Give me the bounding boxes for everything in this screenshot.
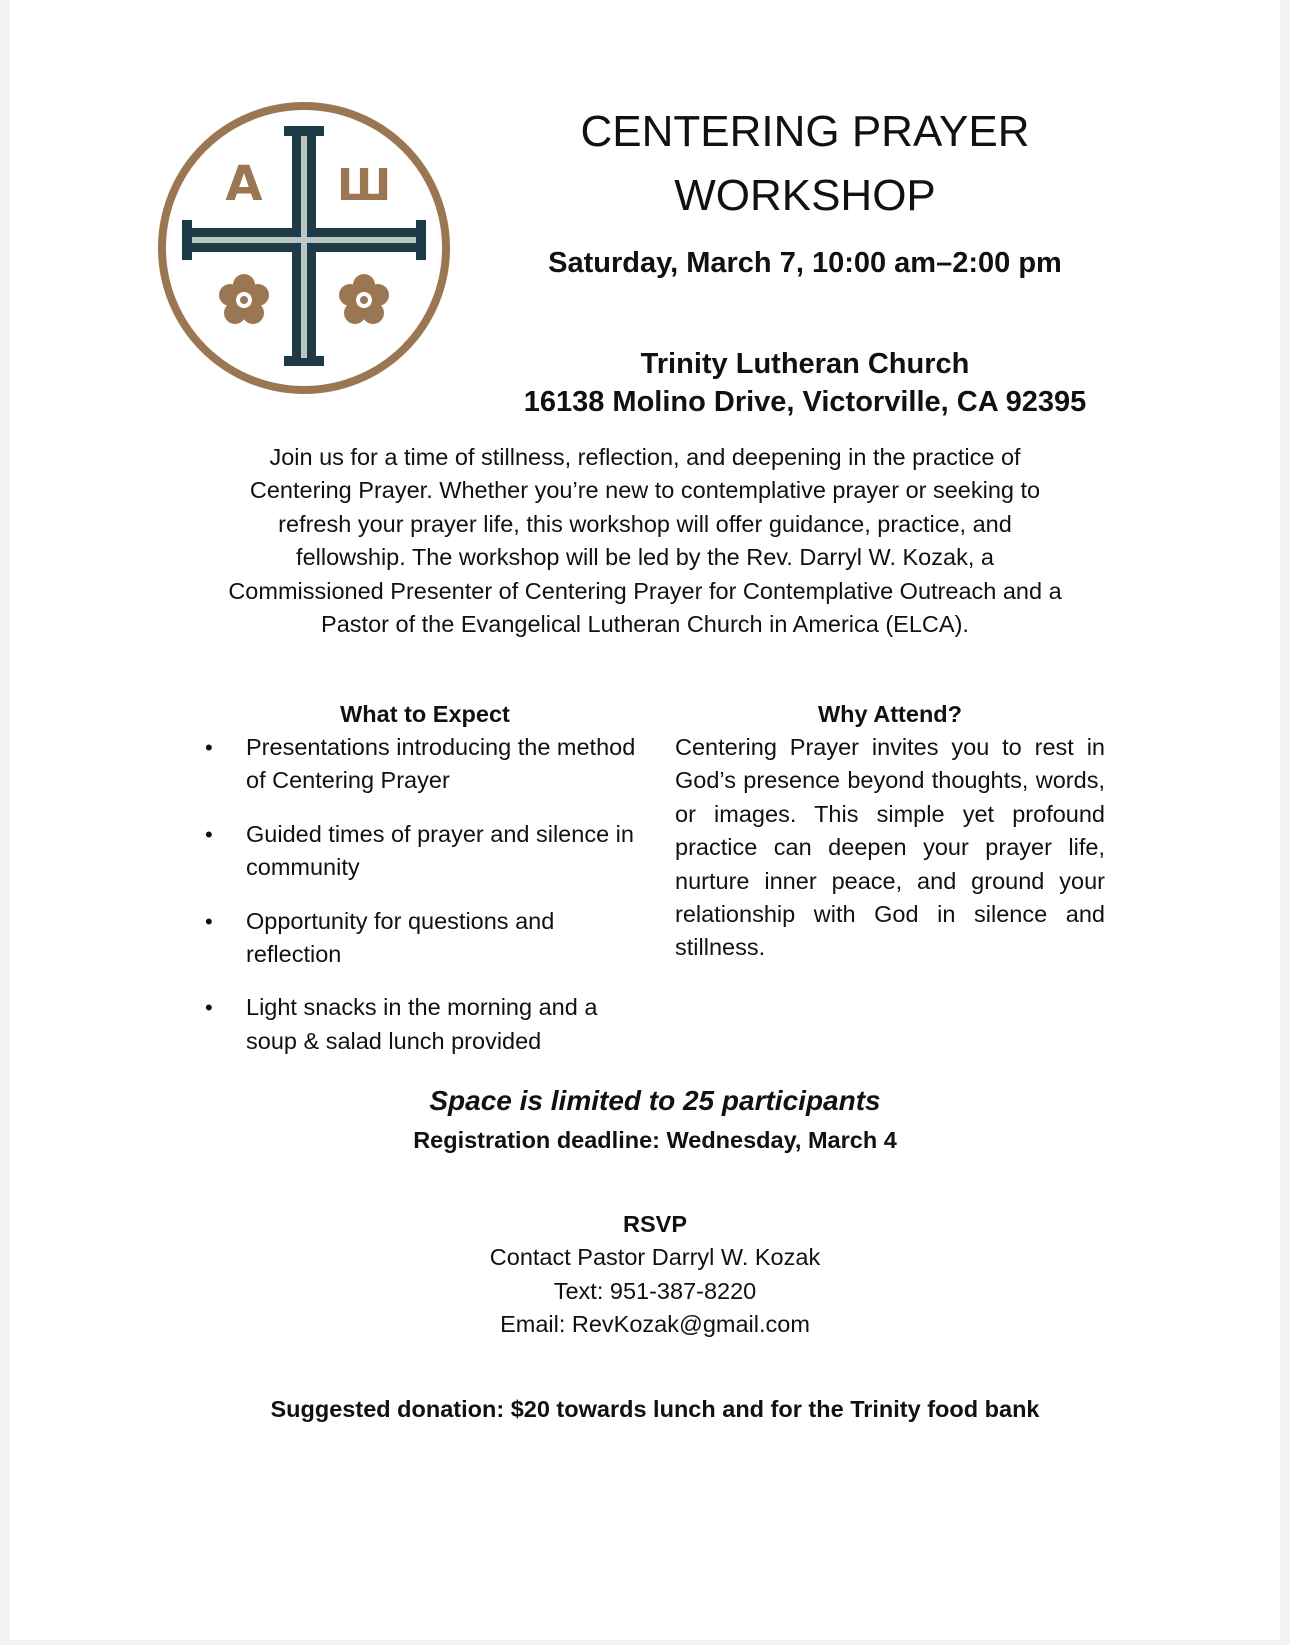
rsvp-contact: Contact Pastor Darryl W. Kozak	[489, 1244, 821, 1271]
list-item	[200, 818, 650, 885]
why-attend-heading: Why Attend?	[817, 701, 963, 727]
cross-logo	[158, 100, 474, 416]
title-line-1: CENTERING PRAYER	[580, 107, 1030, 156]
intro-line: Centering Prayer. Whether you’re new to contemplative prayer or seeking to	[249, 477, 1041, 504]
omega-letter: Ш	[336, 160, 392, 211]
bullet-icon: •	[205, 821, 213, 847]
bullet-icon: •	[205, 995, 213, 1021]
suggested-donation: Suggested donation: $20 towards lunch and for the Trinity food bank	[270, 1396, 1040, 1422]
venue-name: Trinity Lutheran Church	[640, 348, 970, 380]
list-item-text: Light snacks in the morning and a soup & salad lunch provided	[246, 994, 598, 1054]
list-item	[200, 991, 650, 1058]
flower-right-icon	[339, 274, 389, 324]
why-attend-section	[675, 698, 1105, 965]
intro-line: fellowship. The workshop will be led by the Rev. Darryl W. Kozak, a	[296, 544, 994, 571]
list-item	[200, 731, 650, 798]
rsvp-text-number: Text: 951-387-8220	[553, 1277, 757, 1304]
registration-deadline: Registration deadline: Wednesday, March 4	[413, 1127, 897, 1153]
what-to-expect-section	[200, 698, 650, 1078]
intro-line: refresh your prayer life, this workshop will offer guidance, practice, and	[278, 510, 1012, 537]
bullet-icon: •	[205, 908, 213, 934]
expect-list	[200, 731, 650, 1058]
intro-line: Pastor of the Evangelical Lutheran Church in America (ELCA).	[321, 611, 969, 638]
venue	[500, 345, 1110, 421]
rsvp-title: RSVP	[623, 1211, 687, 1237]
alpha-letter: A	[225, 156, 263, 212]
bullet-icon: •	[205, 735, 213, 760]
list-item-text: Guided times of prayer and silence in community	[246, 820, 634, 881]
page-title	[520, 100, 1090, 228]
flower-left-icon	[219, 274, 269, 324]
rsvp-email: Email: RevKozak@gmail.com	[500, 1311, 810, 1338]
capacity-notice: Space is limited to 25 participants	[429, 1085, 881, 1116]
list-item	[200, 905, 650, 972]
list-item-text: Presentations introducing the method of Centering Prayer	[246, 734, 636, 794]
venue-address: 16138 Molino Drive, Victorville, CA 92395	[523, 386, 1087, 418]
flyer-page	[10, 0, 1280, 1640]
event-date: Saturday, March 7, 10:00 am–2:00 pm	[548, 247, 1062, 279]
rsvp-section	[210, 1208, 1100, 1342]
why-attend-text: Centering Prayer invites you to rest in God’s presence beyond thoughts, words, or images. This simple yet profound practice can deepen your prayer life, nurture inner peace, and ground your relationship with God in silence and stillness.	[675, 734, 1105, 961]
intro-line: Join us for a time of stillness, reflection, and deepening in the practice of	[269, 444, 1021, 470]
intro-paragraph	[200, 441, 1090, 641]
what-to-expect-heading: What to Expect	[340, 701, 510, 727]
intro-line: Commissioned Presenter of Centering Prayer for Contemplative Outreach and a	[228, 577, 1062, 604]
list-item-text: Opportunity for questions and reflection	[246, 907, 555, 968]
title-line-2: WORKSHOP	[674, 171, 936, 220]
